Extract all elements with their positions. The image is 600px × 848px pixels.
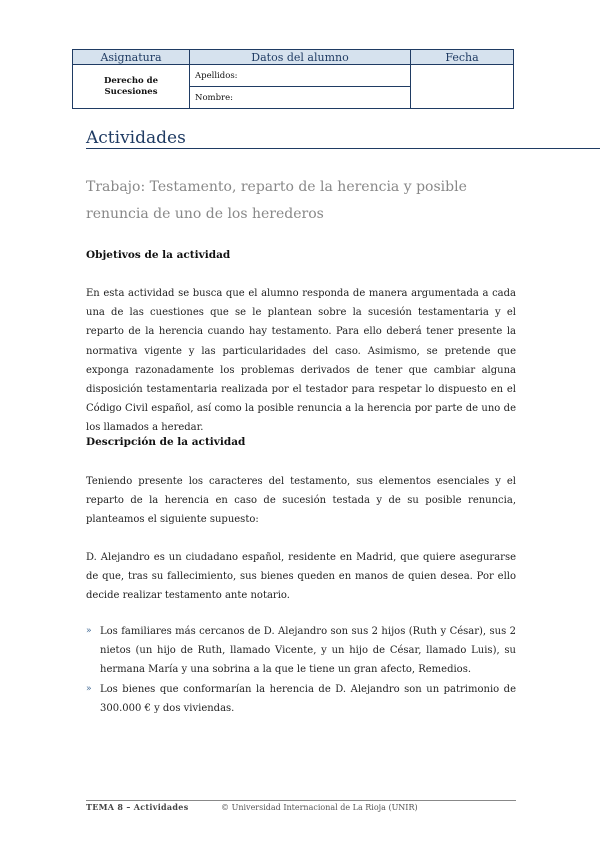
name-cell: Nombre: <box>190 87 411 109</box>
objectives-paragraph: En esta actividad se busca que el alumno responda de manera argumentada a cada una de las cuestiones que se le plantean sobre la sucesión testamentaria y el reparto de la herencia cuando hay testamento. Para ello deberá tener presente la normativa vigente y las particularidades del caso. Asimismo, se pretende que exponga razonadamente los problemas derivados de tener que cambiar alguna disposición testamentaria realizada por el testador para respetar lo dispuesto en el Código Civil español, así como la posible renuncia a la herencia por parte de uno de los llamados a heredar. <box>86 288 516 434</box>
list-item-text: Los familiares más cercanos de D. Alejandro son sus 2 hijos (Ruth y César), sus 2 nietos (un hijo de Ruth, llamado Vicente, y un hijo de César, llamado Luis), su hermana María y una sobrina a la que le tiene un gran afecto, Remedios. <box>100 626 516 676</box>
date-cell <box>411 65 514 109</box>
list-item <box>86 680 516 718</box>
header-col-student: Datos del alumno <box>190 50 411 65</box>
header-col-date: Fecha <box>411 50 514 65</box>
subject-cell: Derecho de Sucesiones <box>73 65 190 109</box>
case-bullet-list <box>86 622 516 718</box>
chevron-right-icon: » <box>86 626 92 636</box>
list-item <box>86 622 516 680</box>
description-intro: Teniendo presente los caracteres del testamento, sus elementos esenciales y el reparto de la herencia en caso de sucesión testada y de su posible renuncia, planteamos el siguiente supuesto: <box>86 476 516 526</box>
title-underline <box>86 148 600 149</box>
list-item-text: Los bienes que conformarían la herencia de D. Alejandro son un patrimonio de 300.000 € y dos viviendas. <box>100 683 516 714</box>
section-title: Actividades <box>86 128 186 148</box>
surname-cell: Apellidos: <box>190 65 411 87</box>
case-paragraph: D. Alejandro es un ciudadano español, residente en Madrid, que quiere asegurarse de que, tras su fallecimiento, sus bienes queden en manos de quien desea. Por ello decide realizar testamento ante notario. <box>86 552 516 602</box>
activity-subtitle: Trabajo: Testamento, reparto de la herencia y posible renuncia de uno de los herederos <box>86 179 467 222</box>
description-heading: Descripción de la actividad <box>86 436 246 448</box>
header-col-subject: Asignatura <box>73 50 190 65</box>
footer-copyright: © Universidad Internacional de La Rioja (UNIR) <box>221 803 418 812</box>
footer-divider <box>86 800 516 801</box>
header-table <box>72 49 514 109</box>
objectives-heading: Objetivos de la actividad <box>86 249 231 261</box>
footer-topic: TEMA 8 – Actividades <box>86 802 189 812</box>
page-footer <box>86 802 418 812</box>
chevron-right-icon: » <box>86 683 92 694</box>
